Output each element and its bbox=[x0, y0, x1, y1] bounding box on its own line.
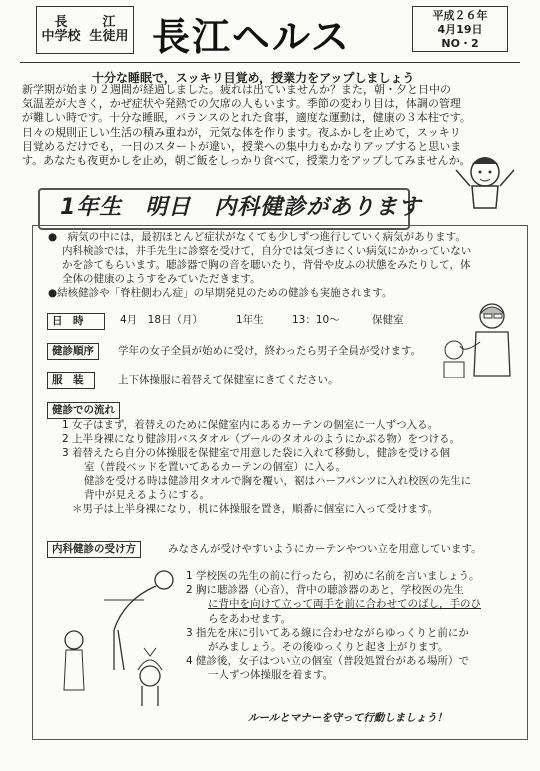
intro-line: 日々の規則正しい生活の積み重ねが，元気な体を作ります。夜ふかしを止めて，スッキリ bbox=[22, 125, 461, 139]
how-step: 3 指先を床に引いてある線に合わせながらゆっくりと前にか bbox=[186, 626, 469, 639]
how-step: がみましょう。その後ゆっくりと起き上がります。 bbox=[208, 641, 449, 654]
header-divider bbox=[20, 62, 520, 63]
how-label: 内科健診の受け方 bbox=[47, 541, 141, 558]
bending-posture-illustration bbox=[44, 560, 186, 710]
how-step: 2 胸に聴診器（心音），背中の聴診器のあと，学校医の先生 bbox=[186, 584, 464, 597]
clothes-label: 服 装 bbox=[47, 372, 95, 389]
how-step: 一人ずつ体操服を着ます。 bbox=[208, 669, 334, 682]
date-year: 平成２６年 bbox=[432, 9, 488, 22]
clothes-text: 上下体操服に着替えて保健室にきてください。 bbox=[118, 374, 339, 386]
how-steps bbox=[186, 569, 516, 683]
flow-item: 2 上半身裸になり健診用バスタオル（プールのタオルのようにかぶる物）をつける。 bbox=[62, 433, 460, 445]
intro-line: 気温差が大きく，かぜ症状や発熱での欠席の人もいます。季節の変わり目は，体調の管理 bbox=[22, 97, 461, 111]
school-line: 生徒用 bbox=[89, 29, 129, 44]
flow-label: 健診での流れ bbox=[47, 402, 120, 419]
school-line: 中学校 bbox=[41, 29, 81, 44]
schedule-date: 4月 18日（月） bbox=[120, 314, 204, 326]
newsletter-title: 長江ヘルス bbox=[152, 15, 351, 59]
how-step: 1 学校医の先生の前に行ったら，初めに名前を言いましょう。 bbox=[186, 570, 480, 582]
doctor-illustration bbox=[440, 298, 520, 378]
flow-item: 背中が見えるようにする。 bbox=[84, 489, 210, 501]
intro-line: が難しい時です。十分な睡眠，バランスのとれた食事，適度な運動は，健康の３本柱です。 bbox=[22, 111, 471, 125]
flow-list bbox=[62, 418, 518, 516]
date-day: 4月19日 bbox=[437, 23, 483, 36]
flow-item: 室（普段ベッドを置いてあるカーテンの個室）に入る。 bbox=[84, 461, 346, 473]
flow-item: 1 女子はまず，着替えのために保健室内にあるカーテンの個室に一人ずつ入る。 bbox=[62, 419, 439, 431]
how-step: らをあわせます。 bbox=[208, 612, 292, 625]
bullet-list bbox=[48, 230, 518, 300]
bullet-line: ●結核健診や「脊柱側わん症」の早期発見のための健診も実施されます。 bbox=[48, 287, 393, 299]
schedule-place: 保健室 bbox=[372, 314, 404, 326]
intro-line: 目覚めるだけでも，一日のスタートが違い，授業への集中力もかなりアップすると思いま bbox=[22, 139, 462, 153]
rules-footer: ルールとマナーを守って行動しましょう！ bbox=[248, 712, 448, 724]
schedule-label: 日 時 bbox=[47, 313, 105, 330]
intro-line: す。あなたも夜更かしを止め，朝ご飯をしっかり食べて，授業力をアップしてみませんか。 bbox=[22, 154, 471, 168]
order-label: 健診順序 bbox=[47, 343, 99, 360]
bullet-line: ● 病気の中には，最初ほとんど症状がなくても少しずつ進行していく病気があります。 bbox=[48, 231, 466, 243]
intro-line: 新学期が始まり２週間が経過しました。疲れは出ていませんか？また，朝・夕と日中の bbox=[22, 83, 451, 96]
flow-item: 3 着替えたら自分の体操服を保健室で用意した袋に入れて移動し，健診を受ける個 bbox=[62, 447, 451, 459]
how-intro: みなさんが受けやすいようにカーテンやつい立を用意しています。 bbox=[168, 543, 482, 555]
schedule-time: 13：10～ bbox=[292, 314, 340, 326]
schedule-grade: 1年生 bbox=[236, 314, 264, 326]
school-line: 長 bbox=[54, 15, 68, 30]
school-name-box bbox=[36, 6, 134, 54]
flow-item: 健診を受ける時は健診用タオルで胸を覆い，裾はハーフパンツに入れ校医の先生に bbox=[84, 475, 472, 487]
lead-headline: 十分な睡眠で，スッキリ目覚め，授業力をアップしましょう bbox=[92, 71, 415, 85]
intro-paragraph bbox=[22, 83, 514, 168]
bullet-line: かを診てもらいます。聴診器で胸の音を聴いたり，背骨や皮ふの状態をみたりして，体 bbox=[62, 259, 471, 271]
issue-meta-box bbox=[412, 6, 508, 52]
section-banner-text: 1年生 明日 内科健診があります bbox=[60, 195, 422, 220]
how-step: に背中を向けて立って両手を前に合わせてのばし，手のひ bbox=[208, 598, 481, 611]
school-line: 江 bbox=[102, 15, 116, 30]
flow-item: ＊男子は上半身裸になり，机に体操服を置き，順番に個室に入って受けます。 bbox=[72, 503, 439, 515]
issue-number: NO・2 bbox=[441, 37, 479, 50]
bullet-line: 全体の健康のようすをみていただきます。 bbox=[62, 273, 261, 285]
order-text: 学年の女子全員が始めに受け，終わったら男子全員が受けます。 bbox=[118, 345, 422, 357]
bullet-line: 内科検診では，井手先生に診察を受けて，自分では気づきにくい病気にかかっていない bbox=[62, 245, 472, 257]
cheering-student-illustration bbox=[450, 150, 520, 210]
how-step: 4 健診後，女子はつい立の個室（普段処置台がある場所）で bbox=[186, 655, 470, 668]
